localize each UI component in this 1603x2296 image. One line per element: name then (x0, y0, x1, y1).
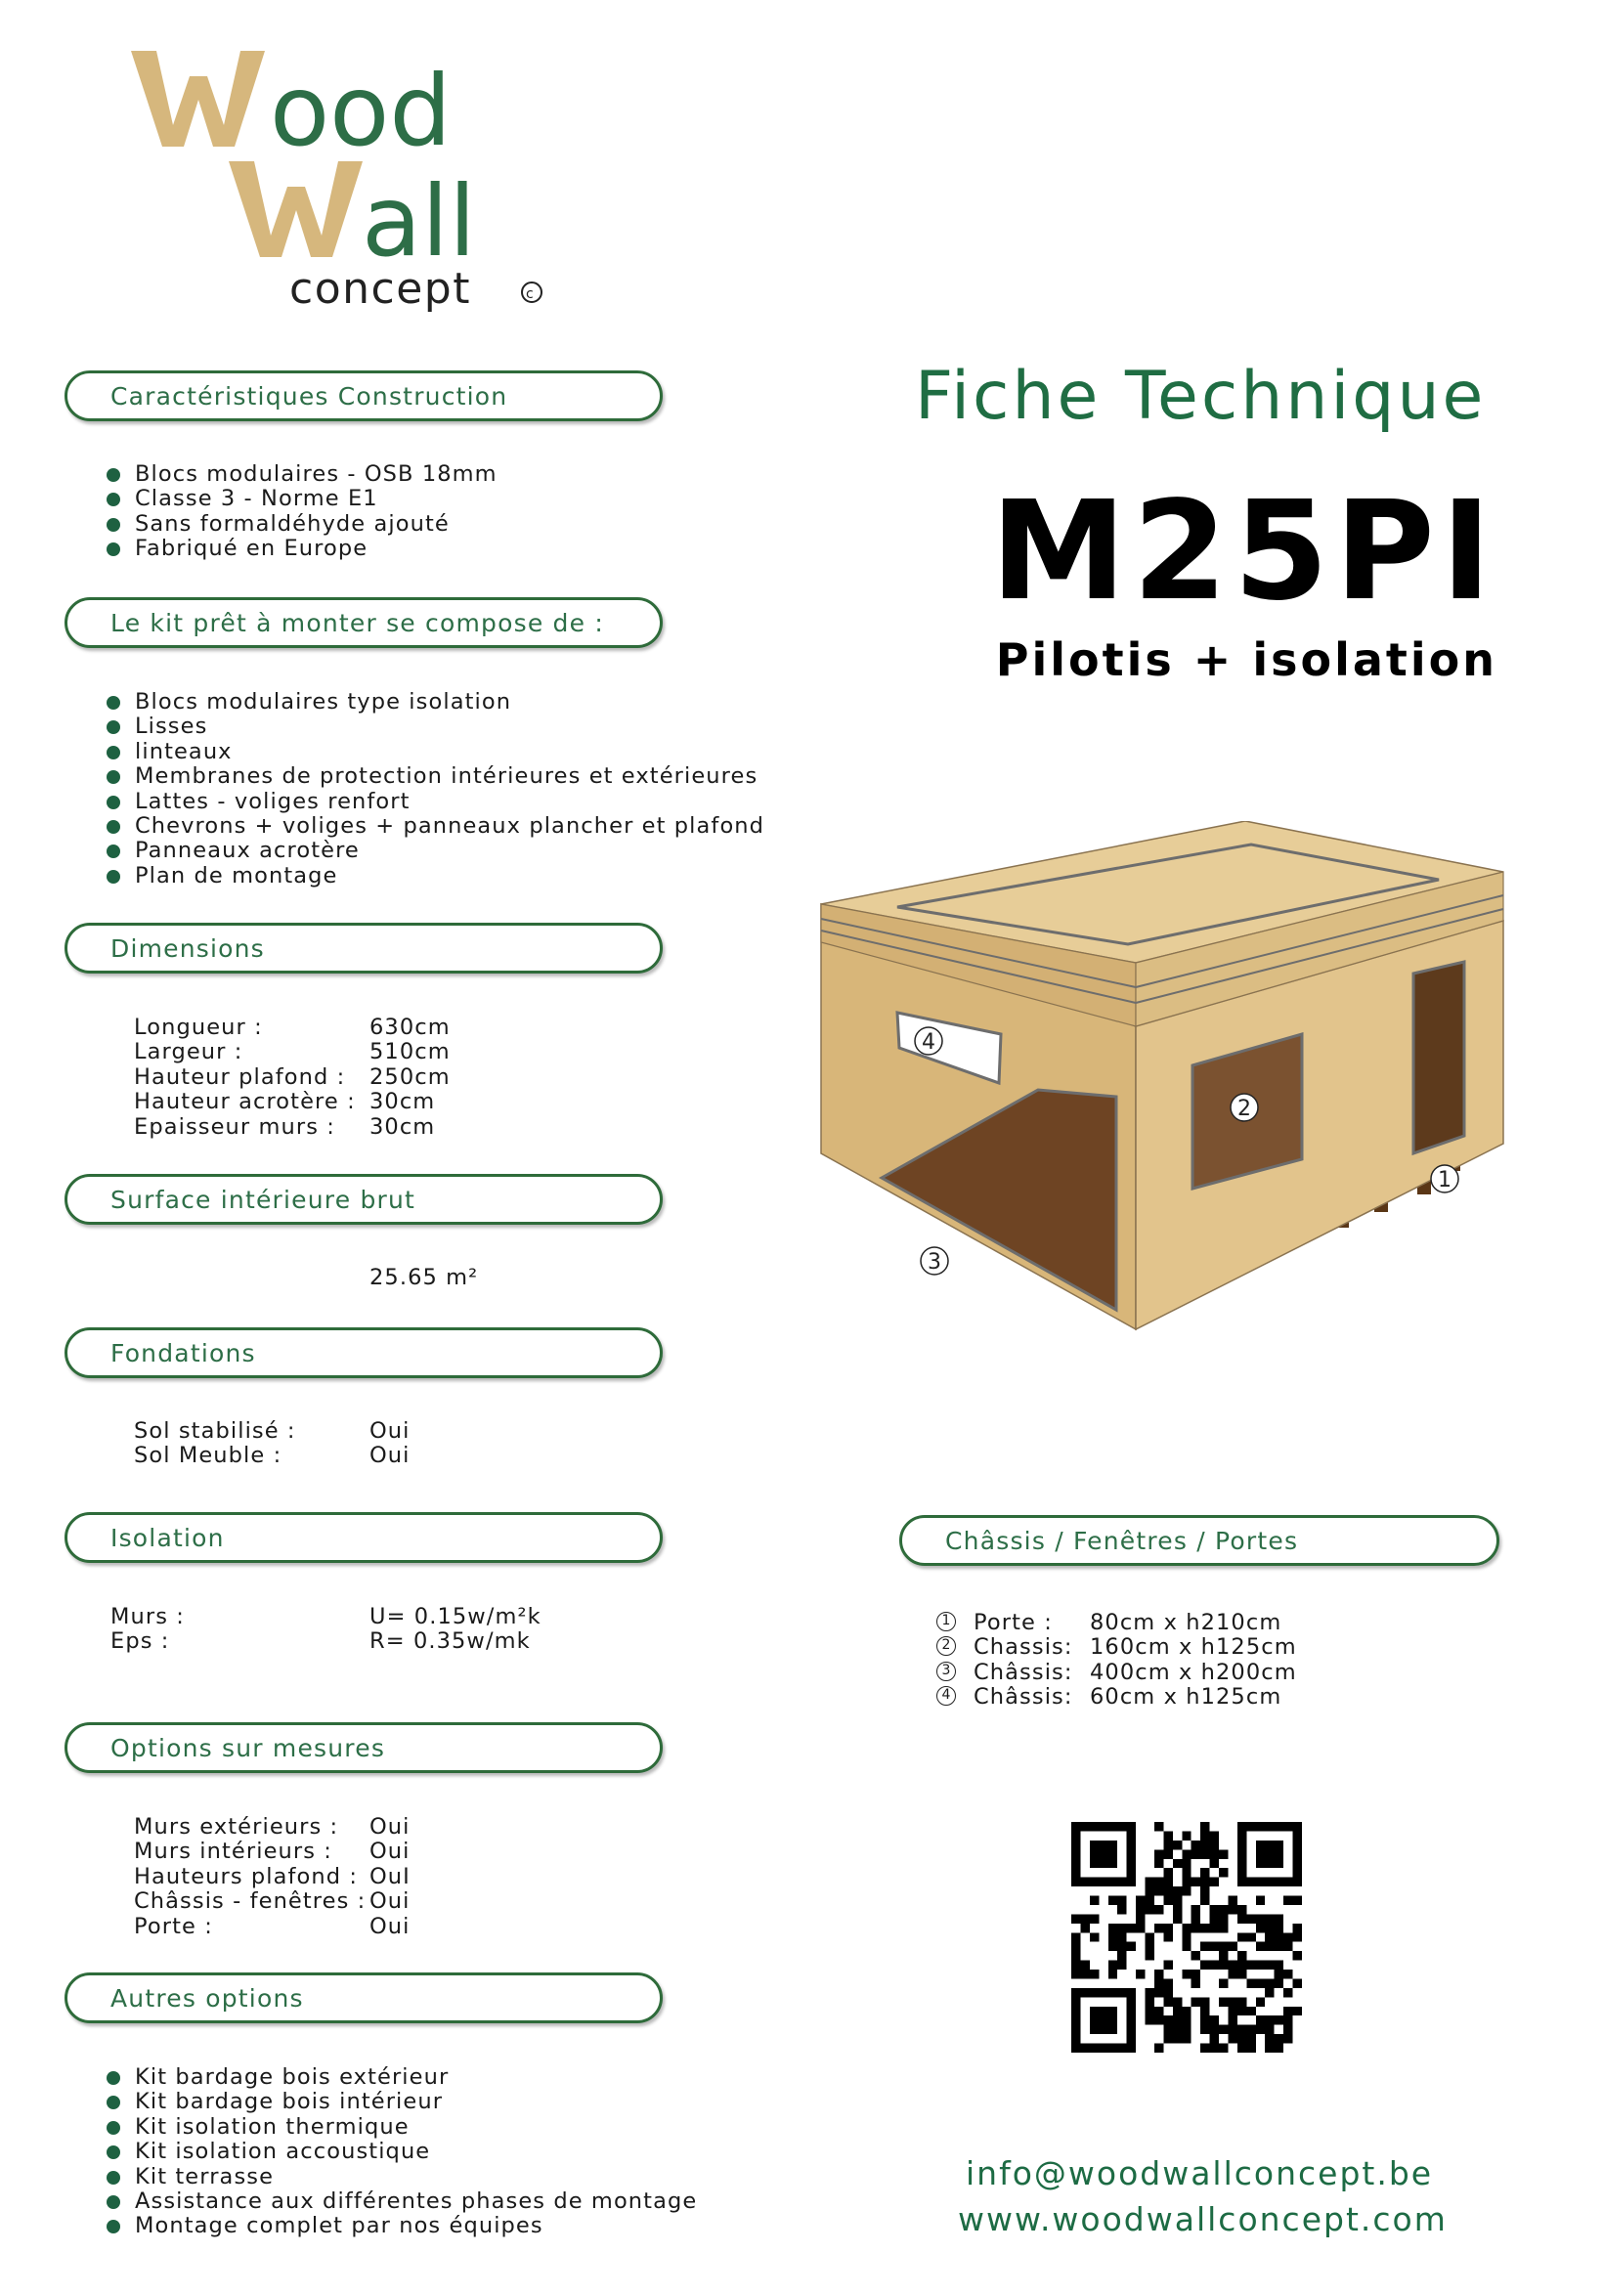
construction-list (106, 462, 498, 562)
list-item: linteaux (106, 740, 764, 764)
list-item: Lisses (106, 715, 764, 739)
section-header-isolation: Isolation (65, 1512, 663, 1563)
logo-w-upper (131, 51, 265, 147)
section-header-chassis: Châssis / Fenêtres / Portes (899, 1515, 1499, 1566)
autres-list (106, 2065, 697, 2239)
list-item: Plan de montage (106, 864, 764, 888)
label-4: 4 (922, 1030, 935, 1055)
table-row: Largeur : 510cm (134, 1039, 451, 1065)
logo-w-lower (229, 161, 363, 257)
list-item: Kit bardage bois extérieur (106, 2065, 697, 2090)
table-row: Epaisseur murs : 30cm (134, 1113, 436, 1140)
company-logo (127, 49, 557, 323)
table-row: Longueur : 630cm (134, 1015, 451, 1040)
section-header-surface: Surface intérieure brut (65, 1174, 663, 1225)
list-item: Panneaux acrotère (106, 839, 764, 863)
page-title: Fiche Technique (915, 358, 1487, 435)
list-item: Kit bardage bois intérieur (106, 2090, 697, 2114)
number-badge: 4 (936, 1686, 956, 1706)
list-item: Sans formaldéhyde ajouté (106, 512, 498, 537)
table-row: Eps : R= 0.35w/mk (110, 1628, 531, 1655)
qr-code[interactable] (1071, 1822, 1302, 2053)
svg-text:c: c (526, 286, 534, 302)
table-row: Sol stabilisé : Oui (134, 1418, 411, 1444)
table-row: Hauteur acrotère : 30cm (134, 1089, 436, 1115)
number-badge: 1 (936, 1612, 956, 1631)
table-row: Hauteurs plafond : OuI (134, 1863, 411, 1889)
label-2: 2 (1237, 1097, 1251, 1121)
list-item: Membranes de protection intérieures et extérieures (106, 764, 764, 789)
list-item: Chevrons + voliges + panneaux plancher et plafond (106, 814, 764, 839)
logo-line2: all (362, 164, 476, 279)
list-item: Montage complet par nos équipes (106, 2214, 697, 2238)
list-item: Classe 3 - Norme E1 (106, 487, 498, 511)
table-row: Murs extérieurs : Oui (134, 1814, 411, 1840)
logo-line3: concept (289, 264, 471, 314)
list-item: Kit isolation thermique (106, 2115, 697, 2140)
section-header-fondations: Fondations (65, 1327, 663, 1378)
table-row: Châssis - fenêtres : Oui (134, 1888, 411, 1915)
list-item: Kit isolation accoustique (106, 2140, 697, 2164)
fondations-table (134, 1419, 525, 1469)
surface-value: 25.65 m² (369, 1265, 479, 1290)
table-row: Hauteur plafond : 250cm (134, 1063, 451, 1090)
list-item: Assistance aux différentes phases de montage (106, 2189, 697, 2214)
list-item: Blocs modulaires - OSB 18mm (106, 462, 498, 487)
contact-website-link[interactable]: www.woodwallconcept.com (958, 2200, 1448, 2238)
section-header-kit: Le kit prêt à monter se compose de : (65, 597, 663, 648)
section-header-options: Options sur mesures (65, 1722, 663, 1773)
section-header-autres: Autres options (65, 1972, 663, 2023)
list-item: Lattes - voliges renfort (106, 790, 764, 814)
list-item: Fabriqué en Europe (106, 537, 498, 561)
number-badge: 3 (936, 1662, 956, 1681)
options-table (134, 1815, 525, 1939)
section-header-construction: Caractéristiques Construction (65, 370, 663, 421)
table-row: Murs : U= 0.15w/m²k (110, 1604, 542, 1629)
door-opening (1413, 962, 1464, 1153)
contact-email-link[interactable]: info@woodwallconcept.be (966, 2154, 1434, 2192)
model-subtitle: Pilotis + isolation (995, 633, 1497, 686)
list-item: Kit terrasse (106, 2165, 697, 2189)
section-header-dimensions: Dimensions (65, 923, 663, 974)
number-badge: 2 (936, 1636, 956, 1656)
house-illustration (813, 821, 1509, 1339)
isolation-table (110, 1605, 541, 1655)
table-row: Murs intérieurs : Oui (134, 1839, 411, 1865)
table-row: Porte : Oui (134, 1913, 411, 1939)
model-name: M25PI (990, 472, 1497, 631)
kit-list (106, 690, 764, 888)
label-3: 3 (928, 1250, 941, 1275)
table-row: Sol Meuble : Oui (134, 1443, 411, 1469)
dimensions-table (134, 1016, 525, 1140)
logo-line1: ood (270, 54, 452, 168)
label-1: 1 (1438, 1168, 1451, 1192)
list-item: Blocs modulaires type isolation (106, 690, 764, 715)
